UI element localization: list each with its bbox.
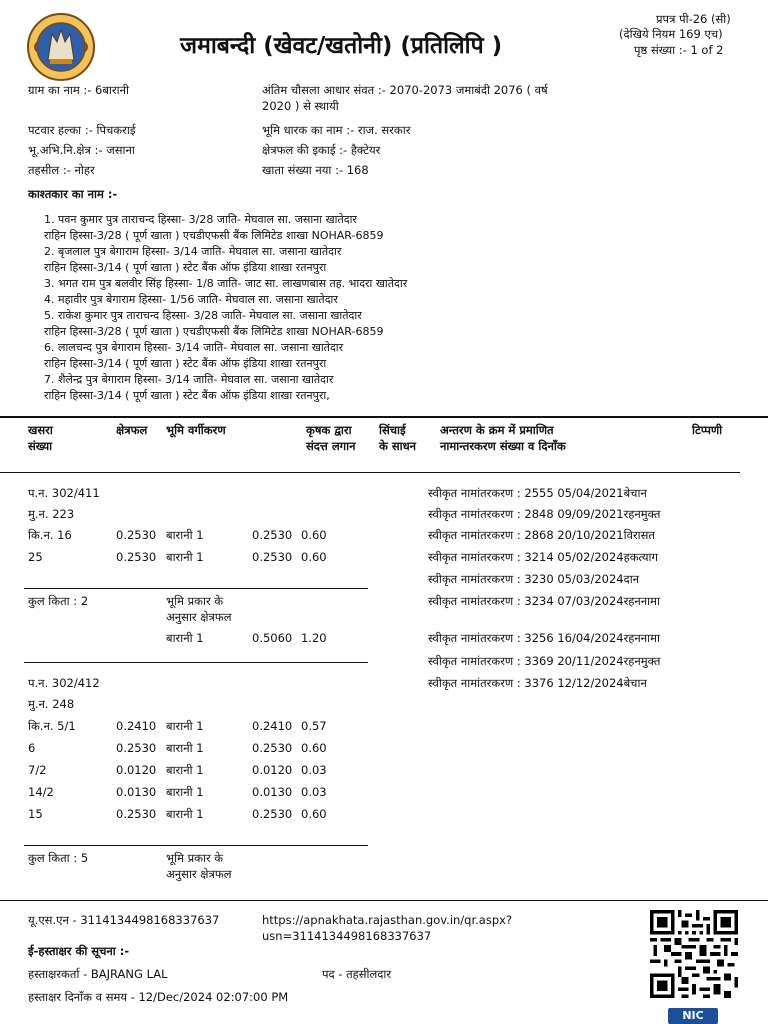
- khasra-area: 0.2530: [116, 528, 157, 542]
- block1-end-rule: [24, 662, 368, 663]
- total-plots: कुल किता : 2: [28, 594, 89, 608]
- class-area: 0.2530: [252, 807, 293, 821]
- owner-line: राहिन हिस्सा-3/14 ( पूर्ण खाता ) स्टेट बैंक ऑफ इंडिया शाखा रतनपुरा: [44, 357, 327, 370]
- verification-url-1[interactable]: https://apnakhata.rajasthan.gov.in/qr.aspx?: [262, 913, 513, 927]
- nic-logo: NIC: [668, 1008, 718, 1024]
- record-area: भू.अभि.नि.क्षेत्र :- जसाना: [28, 143, 135, 157]
- document-title: जमाबन्दी (खेवट/खतोनी) (प्रतिलिपि ): [180, 33, 503, 59]
- header-transfer-2: नामान्तरकरण संख्या व दिनाँक: [440, 439, 566, 453]
- owner-line: राहिन हिस्सा-3/28 ( पूर्ण खाता ) एचडीएफसी बैंक लिमिटेड शाखा NOHAR-6859: [44, 325, 384, 338]
- khasra-number: 7/2: [28, 763, 47, 777]
- khasra-number: 25: [28, 550, 43, 564]
- khasra-number: 14/2: [28, 785, 54, 799]
- khasra-number: कि.न. 16: [28, 528, 72, 542]
- mutation-entry: स्वीकृत नामांतरकरण : 3230 05/03/2024दान: [428, 572, 640, 586]
- owner-line: राहिन हिस्सा-3/28 ( पूर्ण खाता ) एचडीएफसी बैंक लिमिटेड शाखा NOHAR-6859: [44, 229, 384, 242]
- header-remarks: टिप्पणी: [692, 423, 723, 437]
- owner-line: 3. भगत राम पुत्र बलवीर सिंह हिस्सा- 1/8 जाति- जाट सा. लाखणबास तह. भादरा खातेदार: [44, 277, 408, 290]
- khasra-area: 0.0130: [116, 785, 157, 799]
- header-rent-2: संदत्त लगान: [306, 439, 356, 453]
- signer-post: पद - तहसीलदार: [322, 967, 392, 981]
- land-class: बारानी 1: [166, 763, 204, 777]
- khasra-number: कि.न. 5/1: [28, 719, 76, 733]
- table-header-rule: [0, 472, 740, 473]
- esign-heading: ई-हस्ताक्षर की सूचना :-: [28, 944, 130, 958]
- header-irrigation-1: सिंचाई: [379, 423, 406, 437]
- patwar-halka: पटवार हल्का :- पिचकराई: [28, 123, 136, 137]
- class-area: 0.2530: [252, 741, 293, 755]
- owner-line: 7. शैलेन्द्र पुत्र बेगाराम हिस्सा- 3/14 जाति- मेघवाल सा. जसाना खातेदार: [44, 373, 334, 386]
- rent-value: 0.03: [301, 785, 327, 799]
- owner-line: 6. लालचन्द पुत्र बेगाराम हिस्सा- 3/14 जाति- मेघवाल सा. जसाना खातेदार: [44, 341, 344, 354]
- typewise-label-1: भूमि प्रकार के: [166, 851, 224, 865]
- rent-value: 0.03: [301, 763, 327, 777]
- khasra-area: 0.2410: [116, 719, 157, 733]
- header-khasra-2: संख्या: [28, 439, 53, 453]
- village-name: ग्राम का नाम :- 6बारानी: [28, 83, 129, 97]
- block2-total-rule: [24, 845, 368, 846]
- khasra-area: 0.0120: [116, 763, 157, 777]
- verification-url-2[interactable]: usn=3114134498168337637: [262, 929, 432, 943]
- khasra-area: 0.2530: [116, 807, 157, 821]
- khasra-area: 0.2530: [116, 550, 157, 564]
- area-unit: क्षेत्रफल की इकाई :- हैक्टेयर: [262, 143, 381, 157]
- land-class: बारानी 1: [166, 807, 204, 821]
- tehsil: तहसील :- नोहर: [28, 163, 95, 177]
- form-number: प्रपत्र पी-26 (सी): [656, 12, 731, 26]
- header-rent-1: कृषक द्वारा: [306, 423, 352, 437]
- parcel-number: प.न. 302/411: [28, 486, 100, 500]
- parcel-number: प.न. 302/412: [28, 676, 100, 690]
- khasra-area: 0.2530: [116, 741, 157, 755]
- mutation-entry: स्वीकृत नामांतरकरण : 3376 12/12/2024बेचान: [428, 676, 647, 690]
- rent-value: 0.60: [301, 550, 327, 564]
- class-area: 0.0130: [252, 785, 293, 799]
- page-number: पृष्ठ संख्या :- 1 of 2: [634, 43, 724, 57]
- signature-datetime: हस्ताक्षर दिनाँक व समय - 12/Dec/2024 02:07:00 PM: [28, 990, 289, 1004]
- khasra-number: 15: [28, 807, 43, 821]
- land-class: बारानी 1: [166, 741, 204, 755]
- owner-line: राहिन हिस्सा-3/14 ( पूर्ण खाता ) स्टेट बैंक ऑफ इंडिया शाखा रतनपुरा,: [44, 389, 330, 402]
- typewise-label-2: अनुसार क्षेत्रफल: [166, 610, 232, 624]
- mutation-entry: स्वीकृत नामांतरकरण : 2848 09/09/2021रहनमुक्त: [428, 507, 661, 521]
- mutation-number: मु.न. 223: [28, 507, 75, 521]
- mutation-entry: स्वीकृत नामांतरकरण : 3369 20/11/2024रहनमुक्त: [428, 654, 661, 668]
- mutation-entry: स्वीकृत नामांतरकरण : 3234 07/03/2024रहननामा: [428, 594, 661, 608]
- class-area: 0.0120: [252, 763, 293, 777]
- owner-line: 1. पवन कुमार पुत्र ताराचन्द हिस्सा- 3/28 जाति- मेघवाल सा. जसाना खातेदार: [44, 213, 357, 226]
- block1-total-rule: [24, 588, 368, 589]
- signer-name: हस्ताक्षरकर्ता - BAJRANG LAL: [28, 967, 168, 981]
- owner-line: 4. महावीर पुत्र बेगाराम हिस्सा- 1/56 जाति- मेघवाल सा. जसाना खातेदार: [44, 293, 338, 306]
- land-holder: भूमि धारक का नाम :- राज. सरकार: [262, 123, 411, 137]
- khata-number: खाता संख्या नया :- 168: [262, 163, 369, 177]
- khasra-number: 6: [28, 741, 36, 755]
- mutation-number: मु.न. 248: [28, 697, 75, 711]
- land-class: बारानी 1: [166, 785, 204, 799]
- land-class: बारानी 1: [166, 719, 204, 733]
- class-area: 0.2530: [252, 550, 293, 564]
- rajasthan-emblem-icon: [26, 12, 96, 82]
- class-area: 0.2530: [252, 528, 293, 542]
- header-area: क्षेत्रफल: [116, 423, 148, 437]
- land-class: बारानी 1: [166, 550, 204, 564]
- land-class: बारानी 1: [166, 528, 204, 542]
- footer-rule: [0, 900, 768, 901]
- typewise-label-1: भूमि प्रकार के: [166, 594, 224, 608]
- summary-rent: 1.20: [301, 631, 327, 645]
- mutation-entry: स्वीकृत नामांतरकरण : 3256 16/04/2024रहननामा: [428, 631, 661, 645]
- rule-reference: (देखिये नियम 169 एच): [619, 27, 723, 41]
- rent-value: 0.60: [301, 807, 327, 821]
- rent-value: 0.60: [301, 741, 327, 755]
- owners-heading: काश्तकार का नाम :-: [28, 187, 118, 201]
- typewise-label-2: अनुसार क्षेत्रफल: [166, 867, 232, 881]
- rent-value: 0.57: [301, 719, 327, 733]
- summary-area: 0.5060: [252, 631, 293, 645]
- table-top-rule: [0, 416, 768, 418]
- header-khasra-1: खसरा: [28, 423, 53, 437]
- samvat-line-1: अंतिम चौसला आधार संवत :- 2070-2073 जमाबंदी 2076 ( वर्ष: [262, 83, 548, 97]
- owner-line: राहिन हिस्सा-3/14 ( पूर्ण खाता ) स्टेट बैंक ऑफ इंडिया शाखा रतनपुरा: [44, 261, 327, 274]
- mutation-entry: स्वीकृत नामांतरकरण : 2555 05/04/2021बेचान: [428, 486, 647, 500]
- owner-line: 2. बृजलाल पुत्र बेगाराम हिस्सा- 3/14 जाति- मेघवाल सा. जसाना खातेदार: [44, 245, 342, 258]
- header-land-class: भूमि वर्गीकरण: [166, 423, 226, 437]
- header-irrigation-2: के साधन: [379, 439, 417, 453]
- mutation-entry: स्वीकृत नामांतरकरण : 3214 05/02/2024हकत्याग: [428, 550, 658, 564]
- class-area: 0.2410: [252, 719, 293, 733]
- samvat-line-2: 2020 ) से स्थायी: [262, 99, 339, 113]
- qr-code-icon[interactable]: [650, 910, 738, 998]
- total-plots: कुल किता : 5: [28, 851, 89, 865]
- header-transfer-1: अन्तरण के क्रम में प्रमाणित: [440, 423, 554, 437]
- mutation-entry: स्वीकृत नामांतरकरण : 2868 20/10/2021विरासत: [428, 528, 655, 542]
- usn-number: यू.एस.एन - 3114134498168337637: [28, 913, 220, 927]
- summary-land-class: बारानी 1: [166, 631, 204, 645]
- owner-line: 5. राकेश कुमार पुत्र ताराचन्द हिस्सा- 3/28 जाति- मेघवाल सा. जसाना खातेदार: [44, 309, 362, 322]
- rent-value: 0.60: [301, 528, 327, 542]
